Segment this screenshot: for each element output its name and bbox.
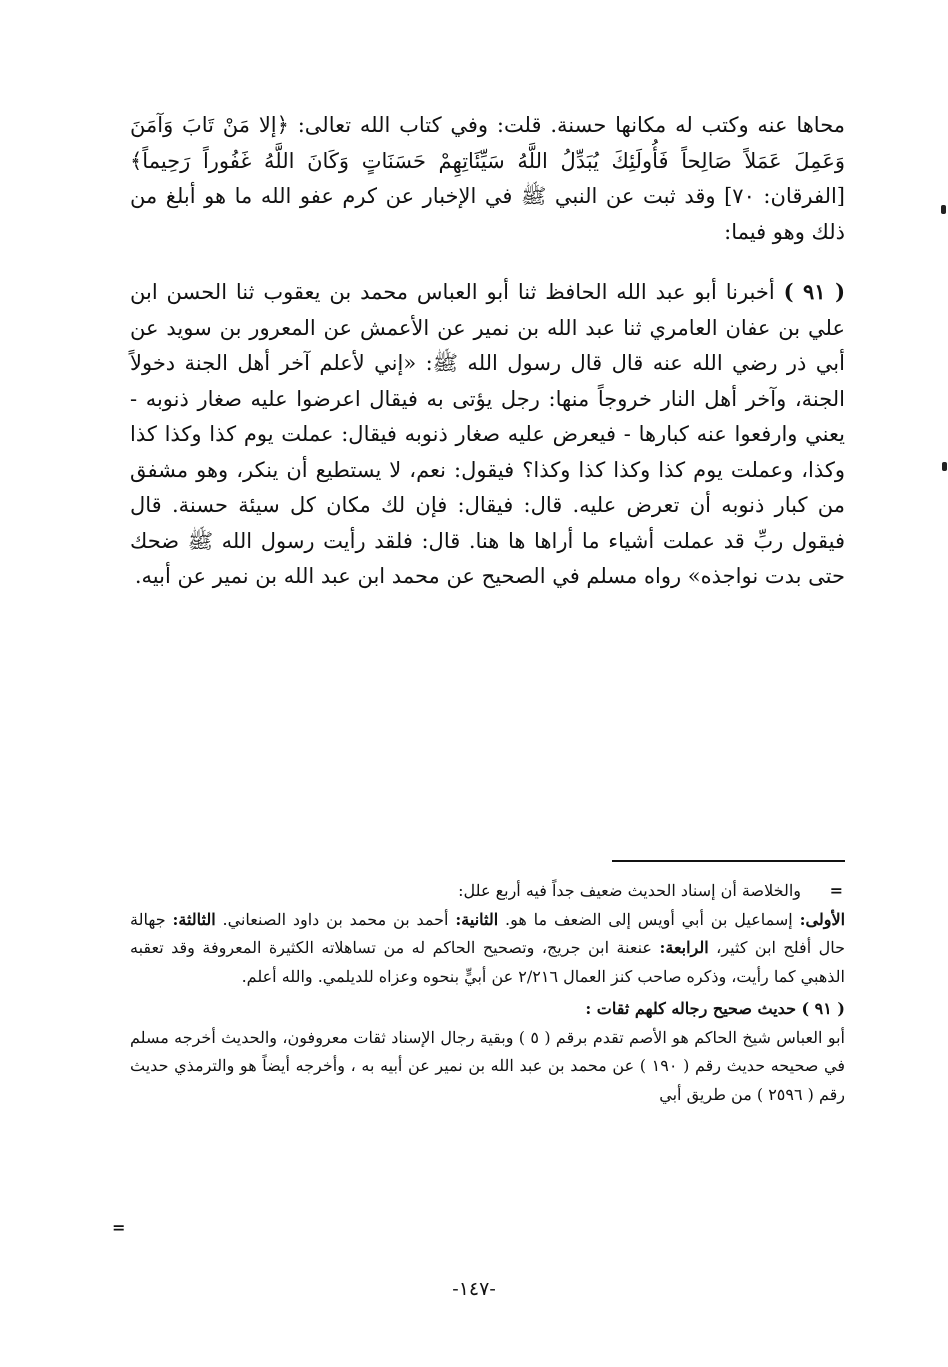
continuation-mark: = [829,881,843,900]
footnotes [130,877,845,1109]
footnote-divider [612,860,845,862]
hadith-text: أخبرنا أبو عبد الله الحافظ ثنا أبو العباس محمد بن يعقوب ثنا الحسن ابن علي بن عفان العامري ثنا عبد الله بن نمير عن الأعمش عن المعرور بن سويد عن أبي ذر رضي الله عنه قال قال رسول الله ﷺ: «إني لأعلم آخر أهل الجنة دخولاً الجنة، وآخر أهل النار خروجاً منها: رجل يؤتى به فيقال اعرضوا عليه صغار ذنوبه - يعني وارفعوا عنه كبارها - فيعرض عليه صغار ذنوبه فيقال: عملت يوم كذا وكذا كذا وكذا، وعملت يوم كذا وكذا كذا وكذا؟ فيقول: نعم، لا يستطيع أن ينكر، وهو مشفق من كبار ذنوبه أن تعرض عليه. قال: فيقال: فإن لك مكان كل سيئة حسنة. قال فيقول ربِّ قد عملت أشياء ما أراها ها هنا. قال: فلقد رأيت رسول الله ﷺ ضحك حتى بدت نواجذه» رواه مسلم في الصحيح عن محمد ابن عبد الله بن نمير عن أبيه. [130,280,845,588]
main-paragraph-2 [130,274,845,595]
edge-mark [942,462,947,471]
footnote-91-text: أبو العباس شيخ الحاكم هو الأصم تقدم برقم ( ٥ ) وبقية رجال الإسناد ثقات معروفون، والحديث أخرجه مسلم في صحيحه حديث رقم ( ١٩٠ ) عن محمد بن عبد الله بن نمير عن أبيه به ، وأخرجه أيضاً هو والترمذي حديث رقم ( ٢٥٩٦ ) من طريق أبي [130,1027,846,1104]
footnote-summary: والخلاصة أن إسناد الحديث ضعيف جداً فيه أربع علل: [458,881,801,900]
footnote-91-heading: ( ٩١ ) حديث صحيح رجاله كلهم ثقات : [585,999,845,1018]
footnote-continuation [130,877,845,906]
main-paragraph-1: محاها عنه وكتب له مكانها حسنة. قلت: وفي كتاب الله تعالى: ﴿إلا مَنْ تَابَ وَآمَنَ وَعَمِلَ عَمَلاً صَالِحاً فَأُولَئِكَ يُبَدِّلُ اللَّهُ سَيِّئَاتِهِمْ حَسَنَاتٍ وَكَانَ اللَّهُ غَفُوراً رَحِيماً﴾ [الفرقان: ٧٠] وقد ثبت عن النبي ﷺ في الإخبار عن كرم عفو الله ما هو أبلغ من ذلك وهو فيما: [130,113,845,244]
hadith-number: ( ٩١ ) [783,279,846,304]
main-text [130,108,845,595]
page-number: -١٤٧- [452,1278,496,1300]
second-defect-label: الثانية: [455,909,499,929]
first-defect-label: الأولى: [799,909,846,929]
footnote-end-mark: = [112,1218,126,1237]
fourth-defect-text: عنعنة ابن جريج، وتصحيح الحاكم له من تساهلاته الكثيرة المعروفة وقد تعقبه الذهبي كما رأيت، وذكره صاحب كنز العمال ٢/٢١٦ عن أبيٍّ بنحوه وعزاه للديلمي. والله أعلم. [130,938,845,986]
third-defect-label: الثالثة: [172,909,216,929]
second-defect-text: أحمد بن محمد بن داود الصنعاني. [222,909,449,929]
paragraph-gap [130,250,845,274]
edge-mark [941,205,946,214]
fourth-defect-label: الرابعة: [659,938,709,957]
footnote-defects [130,906,845,992]
third-defect-text: جهالة حال أفلح ابن كثير، [130,909,846,957]
first-defect-text: إسماعيل بن أبي أويس إلى الضعف ما هو. [505,909,793,929]
